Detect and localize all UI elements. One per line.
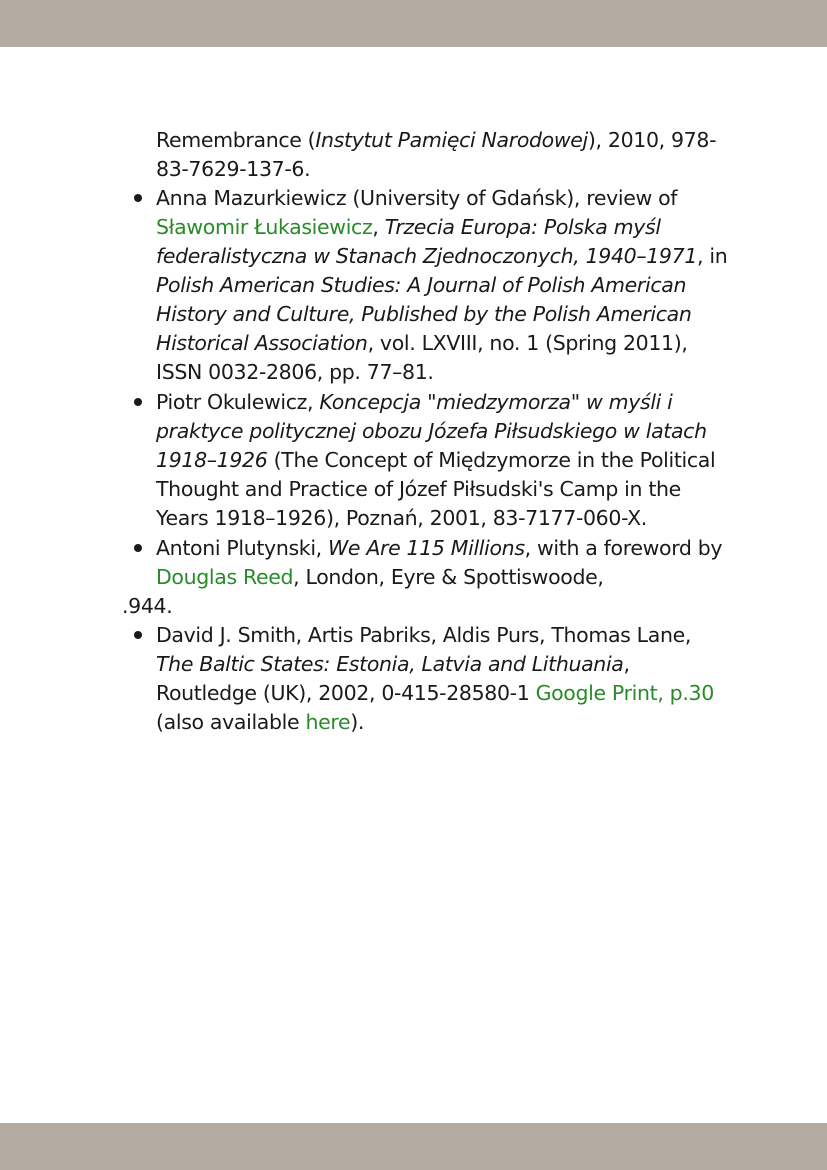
item-4-line-4	[156, 708, 364, 737]
item-3-line-3	[122, 592, 172, 621]
title: federalistyczna w Stanach Zjednoczonych, 1940–1971	[156, 244, 698, 268]
bullet	[134, 544, 142, 552]
text: Thought and Practice of Józef Piłsudski's Camp in the	[156, 477, 681, 501]
author: Antoni Plutynski,	[156, 536, 328, 560]
title: Trzecia Europa: Polska myśl	[384, 215, 661, 239]
item-4-line-3	[156, 679, 714, 708]
bullet	[134, 398, 142, 406]
item-2-line-5	[156, 504, 647, 533]
journal-title: Polish American Studies: A Journal of Polish American	[156, 273, 687, 297]
item-3-line-1	[156, 534, 722, 563]
continuation-line-1	[156, 126, 716, 155]
item-4-line-2	[156, 650, 630, 679]
here-link[interactable]: here	[305, 710, 351, 734]
page-bottom-band	[0, 1123, 827, 1170]
continuation-line-2	[156, 155, 310, 184]
item-2-line-3	[156, 446, 715, 475]
author: Piotr Okulewicz,	[156, 390, 320, 414]
text: (also available	[156, 710, 306, 734]
text: (The Concept of Międzymorze in the Political	[267, 448, 716, 472]
item-2-line-2	[156, 417, 707, 446]
journal-title: History and Culture, Published by the Polish American	[156, 302, 692, 326]
text: ,	[372, 215, 379, 239]
text: , London, Eyre & Spottiswoode,	[293, 565, 604, 589]
title: Koncepcja "miedzymorza" w myśli i	[319, 390, 673, 414]
item-1-line-1	[156, 184, 677, 213]
title: The Baltic States: Estonia, Latvia and Lithuania	[156, 652, 624, 676]
item-1-line-2	[156, 213, 661, 242]
item-1-line-6	[156, 329, 688, 358]
isbn: 83-7629-137-6.	[156, 157, 311, 181]
author-link[interactable]: Sławomir Łukasiewicz	[156, 215, 373, 239]
page-top-band	[0, 0, 827, 47]
text: , with a foreword by	[524, 536, 723, 560]
text: ), 2010, 978-	[587, 128, 717, 152]
text: , vol. LXVIII, no. 1 (Spring 2011),	[367, 331, 688, 355]
google-print-link[interactable]: Google Print, p.30	[535, 681, 714, 705]
bullet	[134, 194, 142, 202]
item-1-line-5	[156, 300, 692, 329]
journal-title: Historical Association	[156, 331, 368, 355]
text: Routledge (UK), 2002, 0-415-28580-1	[156, 681, 536, 705]
text: ,	[623, 652, 630, 676]
title: praktyce politycznej obozu Józefa Piłsudskiego w latach	[156, 419, 707, 443]
title: 1918–1926	[156, 448, 268, 472]
year: .944.	[122, 594, 173, 618]
item-3-line-2	[156, 563, 604, 592]
text: Remembrance (	[156, 128, 316, 152]
item-4-line-1	[156, 621, 691, 650]
text: Years 1918–1926), Poznań, 2001, 83-7177-060-X.	[156, 506, 647, 530]
issn: ISSN 0032-2806, pp. 77–81.	[156, 360, 434, 384]
author: Anna Mazurkiewicz (University of Gdańsk), review of	[156, 186, 678, 210]
item-2-line-1	[156, 388, 673, 417]
authors: David J. Smith, Artis Pabriks, Aldis Purs, Thomas Lane,	[156, 623, 692, 647]
publisher-name: Instytut Pamięci Narodowej	[315, 128, 588, 152]
bullet	[134, 631, 142, 639]
item-1-line-3	[156, 242, 727, 271]
text: ).	[350, 710, 365, 734]
item-1-line-7	[156, 358, 434, 387]
text: , in	[697, 244, 728, 268]
title: We Are 115 Millions	[328, 536, 525, 560]
douglas-reed-link[interactable]: Douglas Reed	[156, 565, 294, 589]
item-1-line-4	[156, 271, 686, 300]
item-2-line-4	[156, 475, 681, 504]
